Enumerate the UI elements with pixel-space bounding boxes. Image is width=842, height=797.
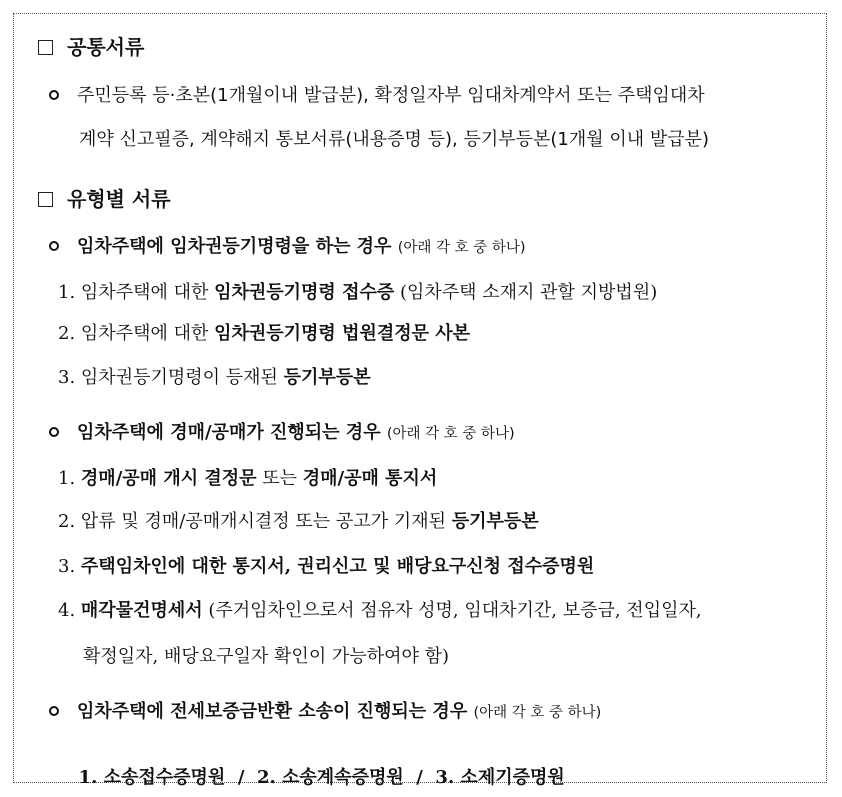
item-bold-text: 매각물건명세서 [80, 600, 203, 621]
case2-item-1 [58, 467, 437, 491]
case1-item-2 [58, 322, 470, 346]
case2-note: (아래 각 호 중 하나) [386, 426, 515, 442]
item-number: 1. [58, 282, 76, 303]
item-bold-text: 임차권등기명령 접수증 [214, 282, 395, 303]
case2-item-2 [58, 510, 539, 534]
item-bold-text: 임차권등기명령 법원결정문 사본 [214, 323, 471, 344]
case3-items-text: 1. 소송접수증명원 / 2. 소송계속증명원 / 3. 소제기증명원 [78, 767, 565, 788]
item-text: 임차권등기명령이 등재된 [80, 367, 284, 388]
case3-note: (아래 각 호 중 하나) [473, 705, 602, 721]
item-text: 또는 [256, 468, 303, 489]
case1-heading-text: 임차주택에 임차권등기명령을 하는 경우 [77, 236, 392, 257]
item-bold-text: 경매/공매 통지서 [302, 468, 438, 489]
common-docs-text-line1: 주민등록 등·초본(1개월이내 발급분), 확정일자부 임대차계약서 또는 주택임대차 [77, 85, 705, 106]
case1-heading [49, 235, 526, 260]
circle-bullet-icon [49, 241, 59, 251]
case3-items [66, 742, 565, 790]
case1-note: (아래 각 호 중 하나) [397, 240, 526, 256]
item-bold-text: 경매/공매 개시 결정문 [80, 468, 257, 489]
case2-heading-text: 임차주택에 경매/공매가 진행되는 경우 [77, 422, 381, 443]
case2-heading [49, 421, 515, 446]
case1-item-3 [58, 366, 371, 390]
item-number: 3. [58, 556, 76, 577]
item-bold-text: 주택임차인에 대한 통지서, 권리신고 및 배당요구신청 접수증명원 [80, 556, 595, 577]
item-number: 1. [58, 468, 76, 489]
case1-item-1 [58, 281, 657, 305]
item-bold-text: 등기부등본 [283, 367, 371, 388]
item-bold-text: 등기부등본 [451, 511, 539, 532]
case3-heading-text: 임차주택에 전세보증금반환 소송이 진행되는 경우 [77, 701, 468, 722]
case2-item-4-cont [83, 645, 449, 669]
type-docs-title: 유형별 서류 [67, 187, 171, 211]
case3-heading [49, 700, 601, 725]
circle-bullet-icon [49, 90, 59, 100]
item-text: 임차주택에 대한 [80, 323, 215, 344]
checkbox-square-icon [38, 40, 53, 55]
item-text: 확정일자, 배당요구일자 확인이 가능하여야 함) [83, 646, 450, 667]
case2-item-3 [58, 555, 594, 579]
item-number: 3. [58, 367, 76, 388]
item-text: 압류 및 경매/공매개시결정 또는 공고가 기재된 [80, 511, 452, 532]
common-docs-text-line2: 계약 신고필증, 계약해지 통보서류(내용증명 등), 등기부등본(1개월 이내 발급분) [79, 129, 710, 150]
item-number: 4. [58, 600, 76, 621]
common-docs-title: 공통서류 [67, 35, 145, 59]
common-docs-heading [38, 35, 144, 59]
item-text: (주거임차인으로서 점유자 성명, 임대차기간, 보증금, 전입일자, [202, 600, 702, 621]
item-text: (임차주택 소재지 관할 지방법원) [394, 282, 658, 303]
case2-item-4 [58, 599, 702, 623]
type-docs-heading [38, 187, 171, 211]
item-number: 2. [58, 323, 76, 344]
checkbox-square-icon [38, 192, 53, 207]
circle-bullet-icon [49, 427, 59, 437]
common-docs-item [49, 84, 705, 108]
item-text: 임차주택에 대한 [80, 282, 215, 303]
common-docs-item-cont [79, 128, 709, 152]
circle-bullet-icon [49, 706, 59, 716]
item-number: 2. [58, 511, 76, 532]
